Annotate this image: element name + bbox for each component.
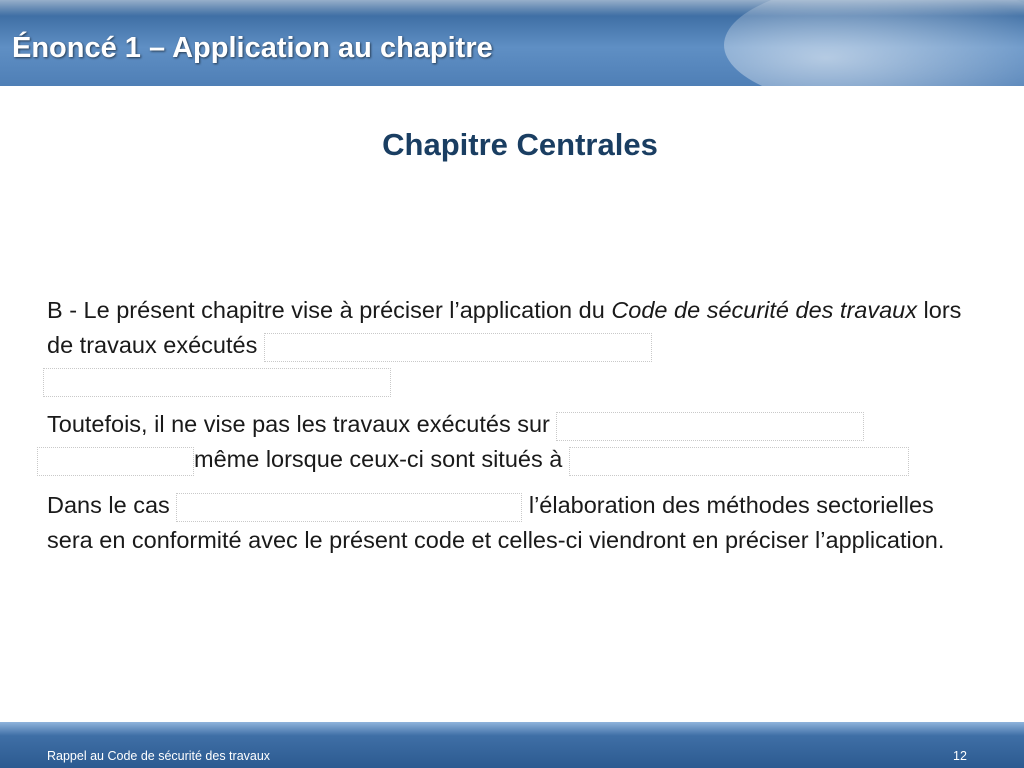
paragraph-scope-text-1: B - Le présent chapitre vise à préciser l’application du <box>47 297 612 323</box>
paragraph-sectorial <box>47 488 982 558</box>
blank-field-6[interactable] <box>176 493 522 522</box>
paragraph-exclusion-text-1: Toutefois, il ne vise pas les travaux exécutés sur <box>47 411 557 437</box>
paragraph-sectorial-text-1: Dans le cas <box>47 492 177 518</box>
header-swoosh-decoration <box>724 0 1024 86</box>
paragraph-exclusion-text-2: même lorsque ceux-ci sont situés à <box>194 446 569 472</box>
paragraph-exclusion <box>47 407 982 477</box>
paragraph-sectorial-text-2: l’élaboration des méthodes sectorielles sera en conformité avec le présent code et celles-ci viendront en préciser l’application. <box>47 492 945 553</box>
slide-title: Énoncé 1 – Application au chapitre <box>12 32 493 64</box>
blank-field-4[interactable] <box>37 447 194 476</box>
page-number: 12 <box>953 749 967 763</box>
paragraph-scope-code-title: Code de sécurité des travaux <box>611 297 917 323</box>
blank-field-3[interactable] <box>556 412 864 441</box>
footer-text: Rappel au Code de sécurité des travaux <box>47 749 271 763</box>
paragraph-scope-text-2: lors de travaux exécutés <box>47 297 962 358</box>
blank-field-1[interactable] <box>264 333 652 362</box>
slide-subtitle: Chapitre Centrales <box>382 127 658 162</box>
blank-field-2[interactable] <box>43 368 391 397</box>
paragraph-scope <box>47 293 982 398</box>
blank-field-5[interactable] <box>569 447 909 476</box>
